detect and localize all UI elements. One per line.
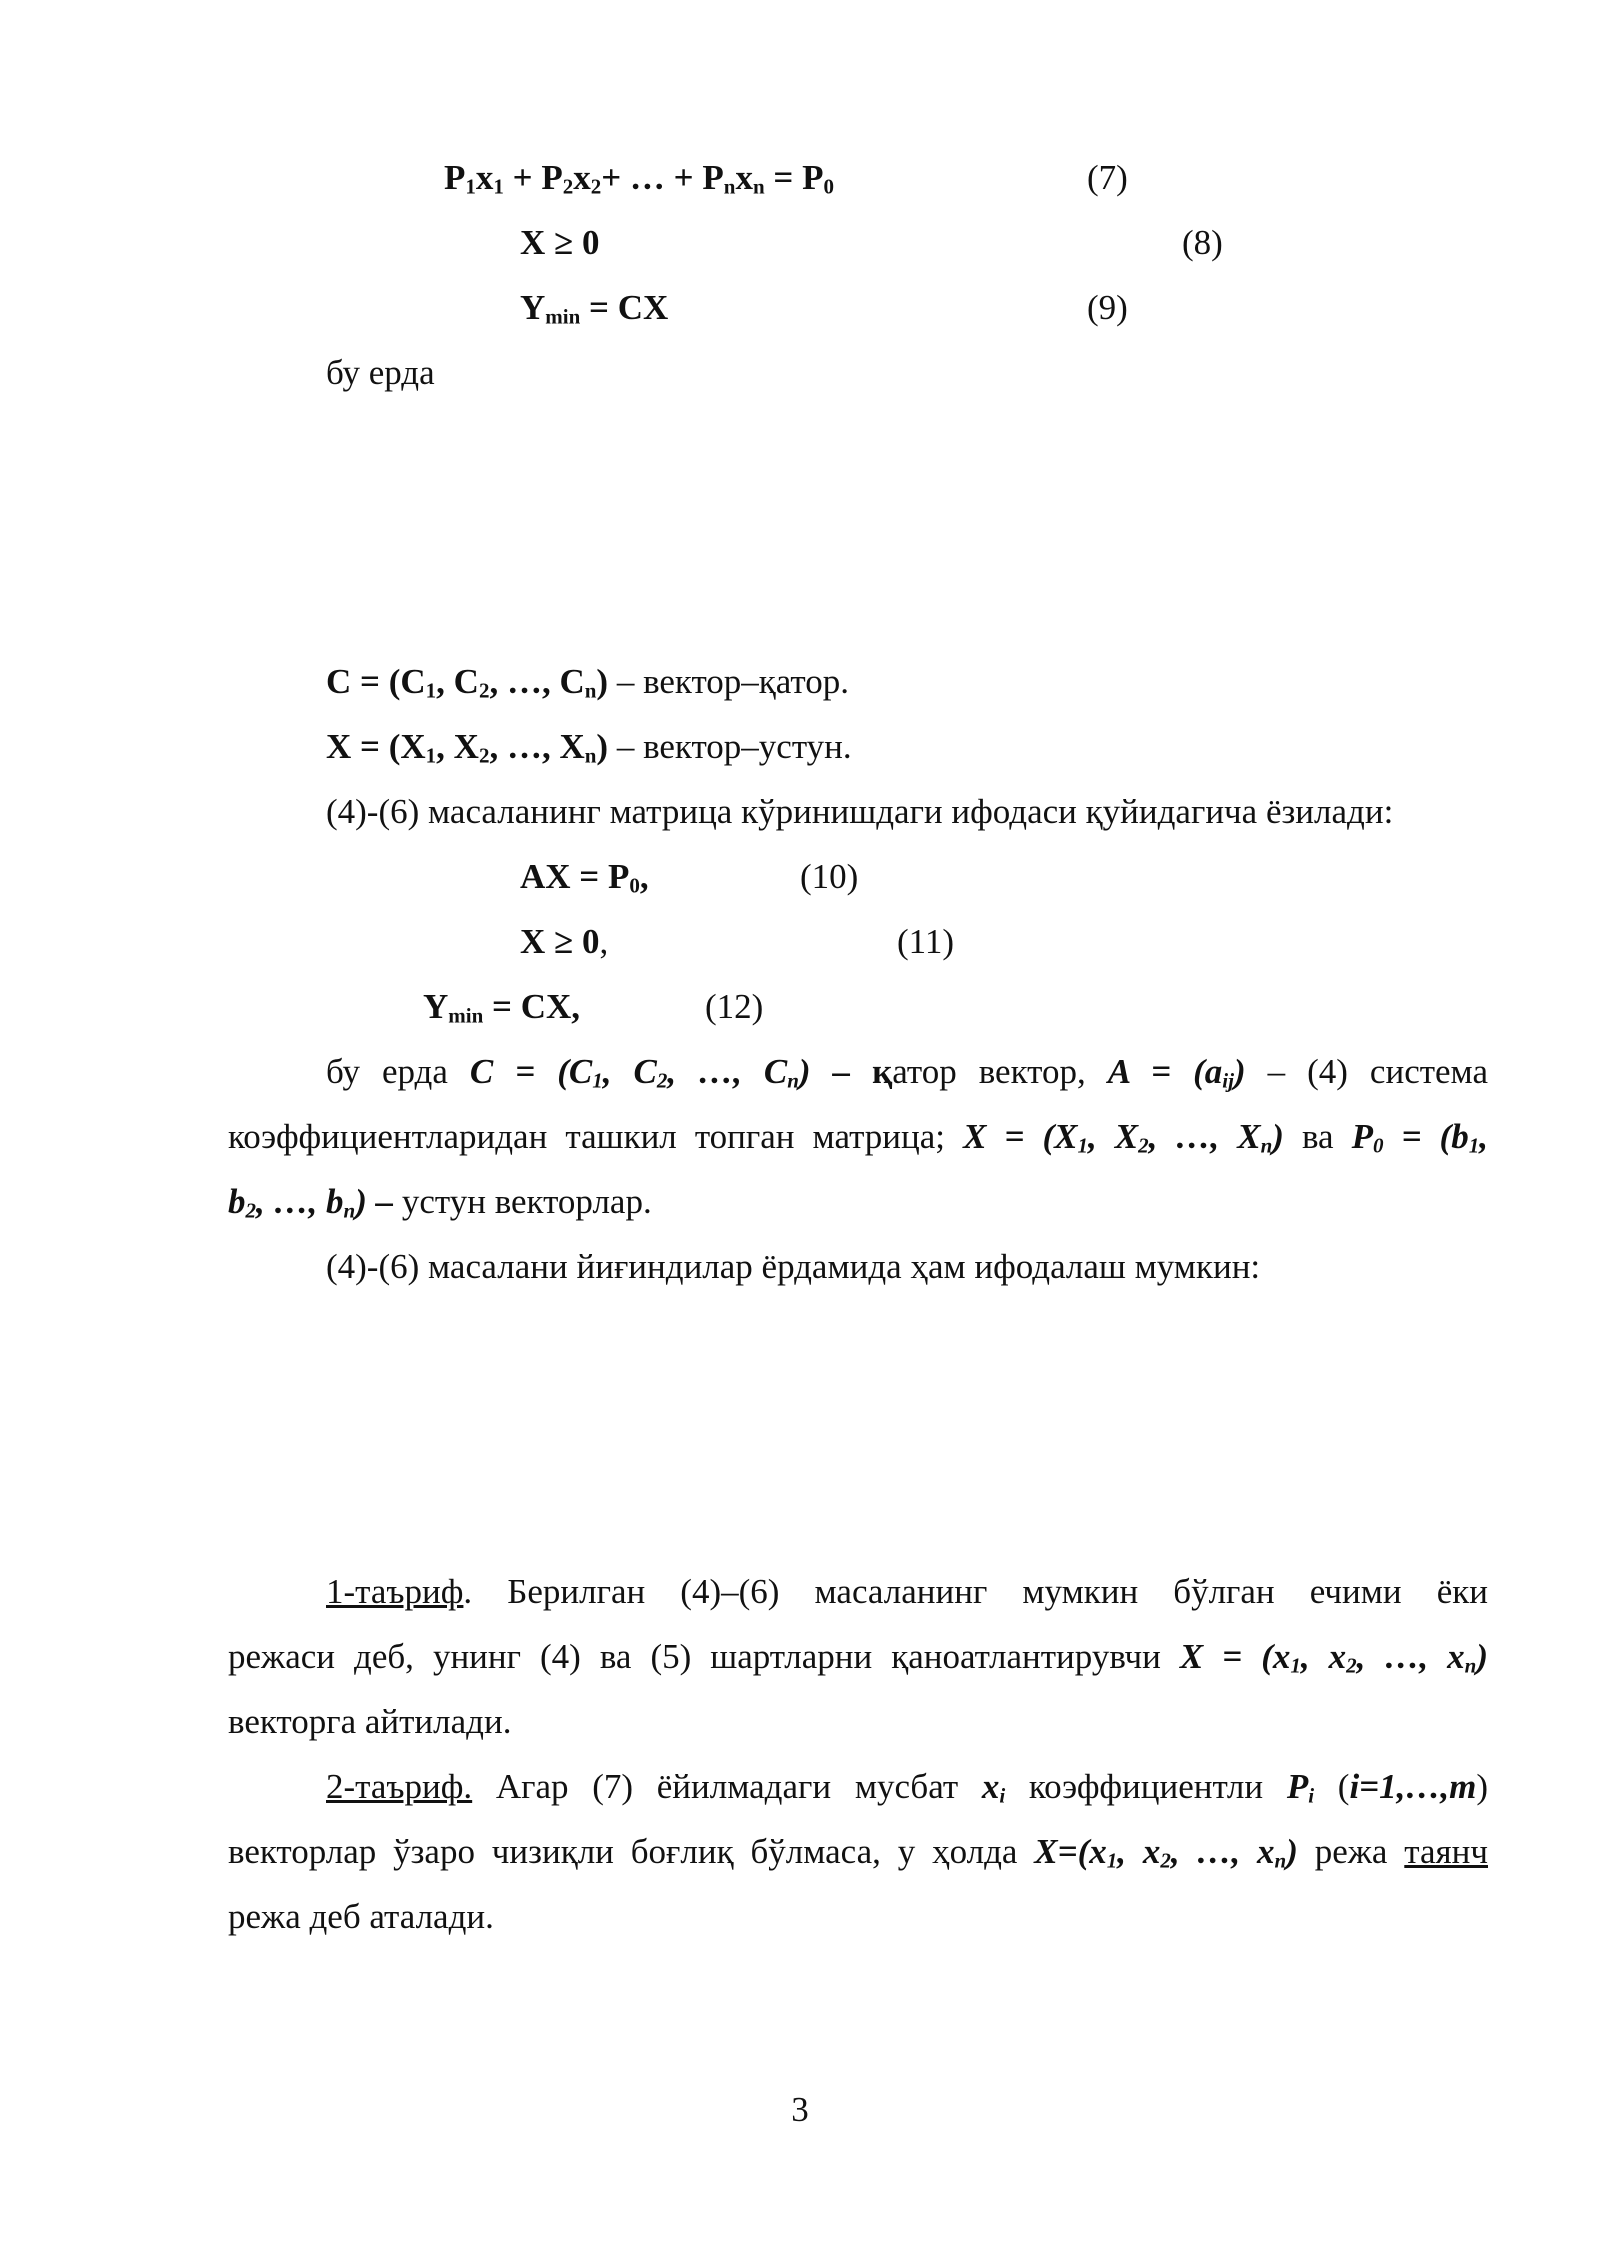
equation-7-number: (7) — [1087, 158, 1128, 197]
equation-10-number: (10) — [800, 857, 859, 896]
definition-2-line-2: векторлар ўзаро чизиқли боғлиқ бўлмаса, у ҳолда $X=(x_1$, $x_2$, …, $x_n$) режа таянч — [228, 1832, 1488, 1873]
definition-1-line-1: 1-таъриф. Берилган (4)–(6) масаланинг мумкин бўлган ечими ёки — [326, 1572, 1488, 1611]
definition-2-line-1: 2-таъриф. Агар (7) ёйилмадаги мусбат $x_i$ коэффициентли $P_i$ (i=1,…,m) — [326, 1767, 1489, 1808]
tayanch-term: таянч — [1404, 1832, 1488, 1871]
definition-1-line-3: векторга айтилади. — [228, 1702, 512, 1741]
x-vector-definition: $X = (X_1$, $X_2$, …, $X_n$) – вектор–устун. — [326, 727, 852, 768]
x-vector-desc: – вектор–устун. — [608, 727, 852, 766]
c-vector-desc: – вектор–қатор. — [608, 662, 850, 701]
equation-8: X ≥ 0 — [520, 223, 600, 262]
notation-paragraph-line-3: $b_2$, …, $b_n$) – устун векторлар. — [228, 1182, 652, 1223]
equation-11: X ≥ 0, — [520, 922, 609, 961]
definition-1-term: 1-таъриф — [326, 1572, 464, 1611]
notation-paragraph-line-2: коэффициентларидан ташкил топган матрица; $X = (X_1$, $X_2$, …, $X_n$) ва $P_0 = (b_1$, — [228, 1117, 1488, 1158]
sums-intro-paragraph: (4)-(6) масалани йиғиндилар ёрдамида ҳам ифодалаш мумкин: — [326, 1247, 1261, 1286]
notation-paragraph-line-1: бу ерда $C = (C_1$, $C_2$, …, $C_n$) – қатор вектор, $A = (a_{ij}) - (4)$ система — [326, 1052, 1489, 1093]
equation-11-number: (11) — [897, 922, 955, 961]
definition-1-line-2: режаси деб, унинг (4) ва (5) шартларни қаноатлантирувчи $X = (x_1$, $x_2$, …, $x_n$) — [228, 1637, 1488, 1678]
equation-12: $Y_{min}$ = CX, — [423, 987, 581, 1028]
equation-12-number: (12) — [705, 987, 764, 1026]
equation-9-number: (9) — [1087, 288, 1128, 327]
definition-2-term: 2-таъриф. — [326, 1767, 473, 1806]
equation-8-number: (8) — [1182, 223, 1223, 262]
c-vector-definition: $C = (C_1$, $C_2$, …, $C_n$) – вектор–қатор. — [326, 662, 850, 703]
matrix-intro-paragraph: (4)-(6) масаланинг матрица кўринишдаги ифодаси қуйидагича ёзилади: — [326, 792, 1394, 831]
equation-7: $P_1x_1 + P_2x_2+$ … + $P_nx_n = P_0$ — [444, 158, 834, 199]
page-number: 3 — [791, 2090, 809, 2129]
equation-9: $Y_{min}$ = CX — [520, 288, 669, 329]
equation-10: AX = $P_0$, — [520, 857, 649, 898]
text-bu-erda: бу ерда — [326, 353, 435, 392]
definition-2-line-3: режа деб аталади. — [228, 1897, 494, 1936]
